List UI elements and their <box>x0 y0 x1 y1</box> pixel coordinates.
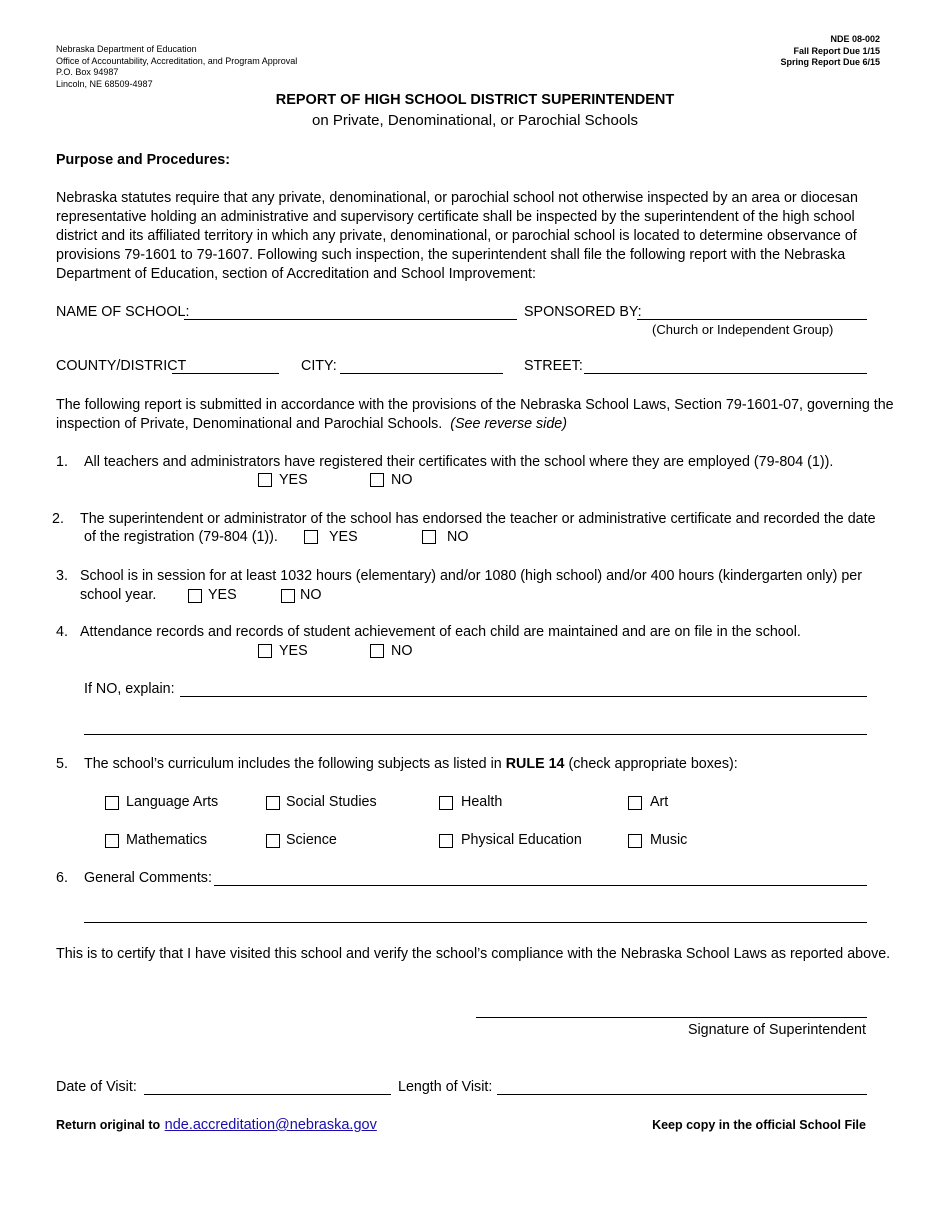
q5-text-before: The school’s curriculum includes the following subjects as listed in <box>84 756 506 772</box>
address-line: Lincoln, NE 68509-4987 <box>56 78 153 89</box>
q2-text-line2: of the registration (79-804 (1)). <box>84 529 278 545</box>
q4-no-checkbox[interactable] <box>370 644 384 658</box>
address-line: Nebraska Department of Education <box>56 44 197 54</box>
q4-yes-label: YES <box>279 643 308 659</box>
q2-yes-label: YES <box>329 529 358 545</box>
subject-science-checkbox[interactable] <box>266 834 280 848</box>
date-of-visit-label: Date of Visit: <box>56 1079 137 1095</box>
sponsored-by-label: SPONSORED BY: <box>524 304 642 320</box>
subject-music-checkbox[interactable] <box>628 834 642 848</box>
q4-explain-field-line2[interactable] <box>84 734 867 735</box>
return-label: Return original to <box>56 1118 161 1132</box>
county-district-field[interactable] <box>172 373 279 374</box>
length-of-visit-field[interactable] <box>497 1094 867 1095</box>
q3-yes-label: YES <box>208 587 237 603</box>
subject-language-arts-label: Language Arts <box>126 794 219 810</box>
subject-language-arts-checkbox[interactable] <box>105 796 119 810</box>
subject-art-label: Art <box>650 794 669 810</box>
intro-note: (See reverse side) <box>450 416 568 432</box>
q4-no-label: NO <box>391 643 413 659</box>
subject-social-studies-checkbox[interactable] <box>266 796 280 810</box>
q4-number: 4. <box>56 624 68 640</box>
q3-yes-checkbox[interactable] <box>188 589 202 603</box>
return-instructions <box>56 1116 377 1134</box>
page-title: REPORT OF HIGH SCHOOL DISTRICT SUPERINTENDENT <box>275 92 675 108</box>
q4-text: Attendance records and records of student achievement of each child are maintained and are on file in the school. <box>80 624 801 640</box>
q6-label: General Comments: <box>84 870 212 886</box>
general-comments-field-line1[interactable] <box>214 885 867 886</box>
address-line: Office of Accountability, Accreditation, and Program Approval <box>56 55 298 66</box>
fall-due-date: Fall Report Due 1/15 <box>793 45 880 56</box>
q1-no-label: NO <box>391 472 413 488</box>
name-of-school-label: NAME OF SCHOOL: <box>56 304 190 320</box>
q3-no-label: NO <box>300 587 322 603</box>
street-label: STREET: <box>524 358 583 374</box>
subject-physical-education-label: Physical Education <box>461 832 582 848</box>
q5-text <box>84 755 738 774</box>
keep-copy-note: Keep copy in the official School File <box>652 1118 866 1132</box>
q5-rule: RULE 14 <box>505 756 565 772</box>
signature-field[interactable] <box>476 1017 867 1018</box>
subject-science-label: Science <box>286 832 337 848</box>
form-info <box>780 34 880 69</box>
q5-text-after: (check appropriate boxes): <box>564 756 738 772</box>
length-of-visit-label: Length of Visit: <box>398 1079 493 1095</box>
q6-number: 6. <box>56 870 68 886</box>
q2-no-checkbox[interactable] <box>422 530 436 544</box>
spring-due-date: Spring Report Due 6/15 <box>780 57 880 67</box>
subject-mathematics-label: Mathematics <box>126 832 208 848</box>
q1-yes-checkbox[interactable] <box>258 473 272 487</box>
address-line: P.O. Box 94987 <box>56 67 119 77</box>
q1-number: 1. <box>56 454 68 470</box>
date-of-visit-field[interactable] <box>144 1094 391 1095</box>
signature-label: Signature of Superintendent <box>687 1022 866 1038</box>
subject-physical-education-checkbox[interactable] <box>439 834 453 848</box>
q2-number: 2. <box>52 511 64 527</box>
general-comments-field-line2[interactable] <box>84 922 867 923</box>
intro-text <box>56 396 901 434</box>
sponsored-by-hint: (Church or Independent Group) <box>652 322 834 337</box>
q2-no-label: NO <box>447 529 469 545</box>
street-field[interactable] <box>584 373 867 374</box>
subject-social-studies-label: Social Studies <box>286 794 377 810</box>
city-label: CITY: <box>301 358 337 374</box>
q1-no-checkbox[interactable] <box>370 473 384 487</box>
subject-music-label: Music <box>650 832 688 848</box>
return-email-link[interactable]: nde.accreditation@nebraska.gov <box>164 1117 377 1133</box>
q1-yes-label: YES <box>279 472 308 488</box>
q3-no-checkbox[interactable] <box>281 589 295 603</box>
q5-number: 5. <box>56 756 68 772</box>
q4-explain-field-line1[interactable] <box>180 696 867 697</box>
purpose-text: Nebraska statutes require that any private, denominational, or parochial school not otherwise inspected by an area or diocesan representative holding an administrative and supervisory certificate shall be inspected by the superintendent of the high school district and its affiliated territory in which any private, denominational, or parochial school is located to determine observance of provisions 79-1601 to 79-1607. Following such inspection, the superintendent shall file the following report with the Nebraska Department of Education, section of Accreditation and School Improvement: <box>56 190 858 282</box>
subject-art-checkbox[interactable] <box>628 796 642 810</box>
subject-health-label: Health <box>461 794 503 810</box>
q2-text-line1: The superintendent or administrator of the school has endorsed the teacher or administrative certificate and recorded the date <box>80 511 876 527</box>
subject-health-checkbox[interactable] <box>439 796 453 810</box>
q3-text-line1: School is in session for at least 1032 hours (elementary) and/or 1080 (high school) and/or 400 hours (kindergarten only) per <box>80 568 863 584</box>
subject-mathematics-checkbox[interactable] <box>105 834 119 848</box>
purpose-heading: Purpose and Procedures: <box>56 152 230 168</box>
form-number: NDE 08-002 <box>830 34 880 44</box>
q3-number: 3. <box>56 568 68 584</box>
certification-text: This is to certify that I have visited this school and verify the school’s compliance with the Nebraska School Laws as reported above. <box>56 946 891 962</box>
q4-explain-label: If NO, explain: <box>84 681 175 697</box>
sponsored-by-field[interactable] <box>637 319 867 320</box>
q4-yes-checkbox[interactable] <box>258 644 272 658</box>
q2-yes-checkbox[interactable] <box>304 530 318 544</box>
name-of-school-field[interactable] <box>184 319 517 320</box>
q1-text: All teachers and administrators have registered their certificates with the school where they are employed (79-804 (1)). <box>84 454 834 470</box>
county-district-label: COUNTY/DISTRICT <box>56 358 187 374</box>
intro-body: The following report is submitted in accordance with the provisions of the Nebraska School Laws, Section 79-1601-07, governing the inspection of Private, Denominational and Parochial Schools. <box>56 397 894 432</box>
page-subtitle: on Private, Denominational, or Parochial Schools <box>311 112 638 129</box>
agency-address <box>56 44 297 90</box>
city-field[interactable] <box>340 373 503 374</box>
q3-text-line2: school year. <box>80 587 157 603</box>
